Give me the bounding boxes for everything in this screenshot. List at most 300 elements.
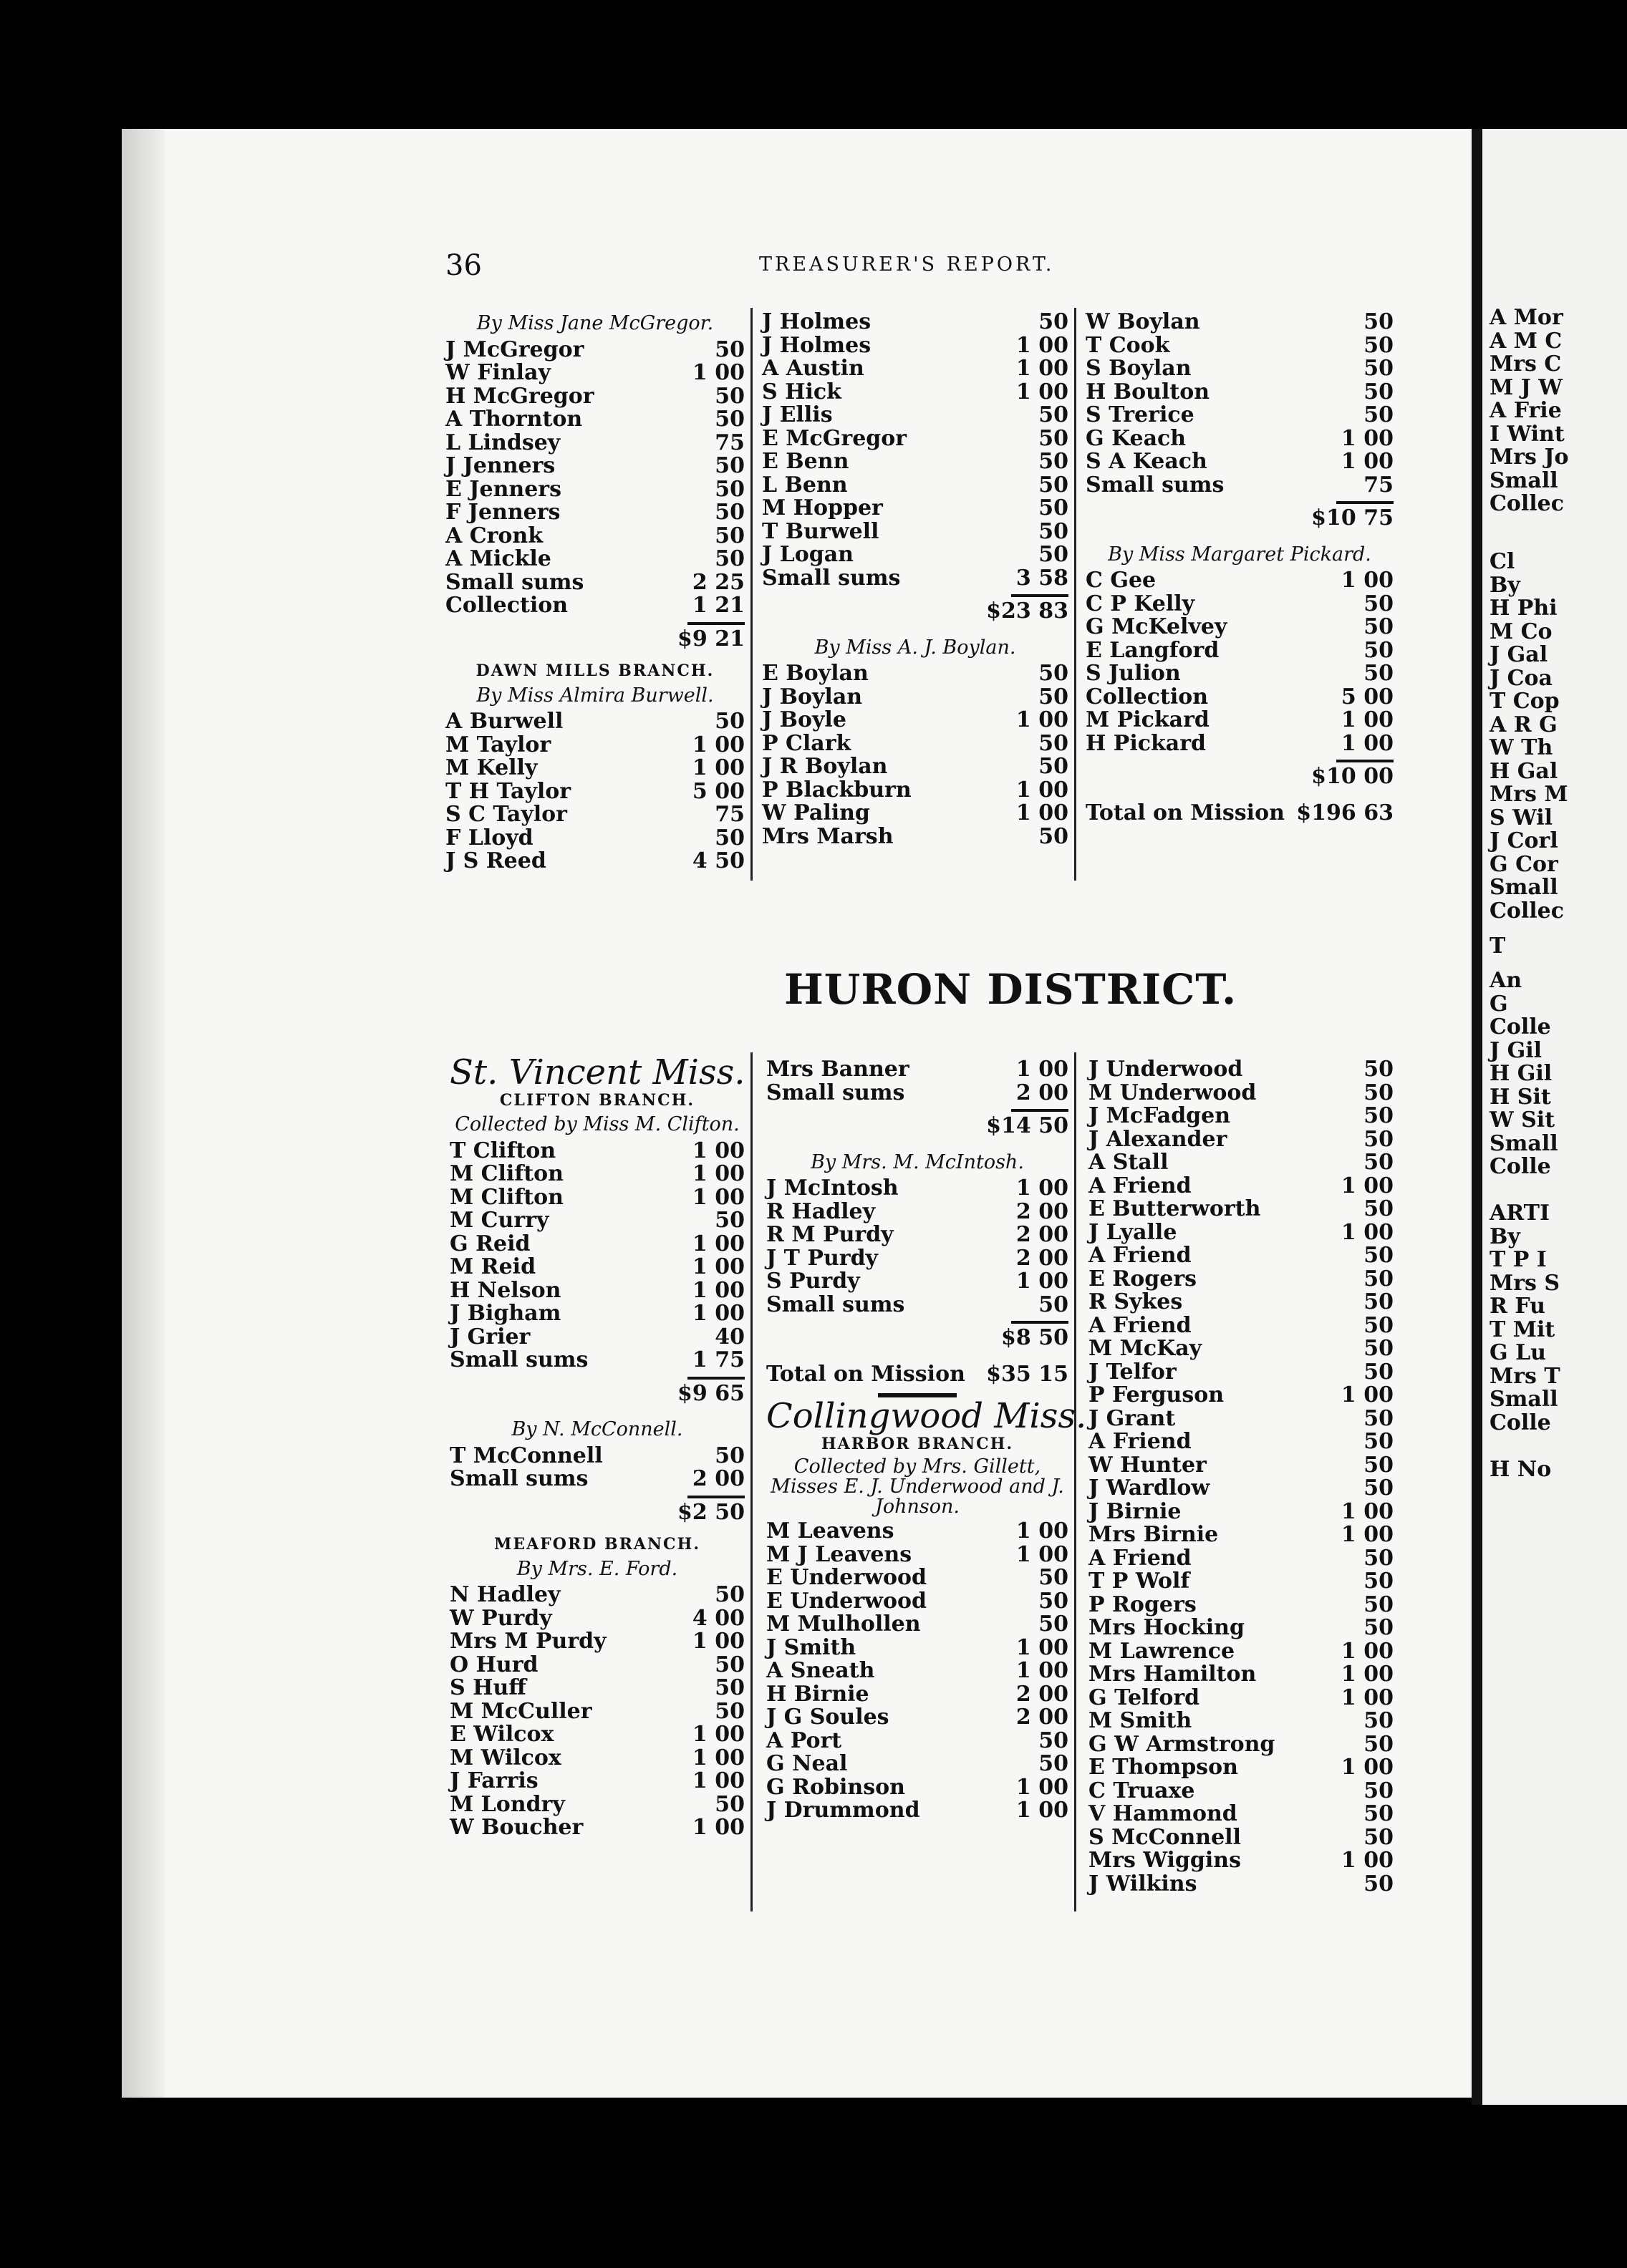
donor-name: J Telfor (1088, 1359, 1177, 1385)
subtotal: $9 65 (677, 1380, 745, 1406)
entry-row (766, 1082, 1068, 1105)
right-page-fragment: Small (1490, 875, 1558, 901)
right-page-fragment: H No (1490, 1456, 1552, 1482)
entry-row (1088, 1873, 1394, 1896)
entry-row (445, 432, 745, 455)
donation-amount: 50 (1363, 1150, 1394, 1175)
entry-row (450, 1140, 745, 1163)
entry-row (1086, 662, 1394, 686)
donation-amount: 1 00 (1341, 568, 1394, 593)
entry-row (450, 1630, 745, 1654)
collector-heading: By N. McConnell. (511, 1418, 683, 1440)
donation-amount: 2 00 (1015, 1222, 1068, 1247)
entry-row (762, 732, 1068, 756)
column-divider (750, 1052, 753, 1911)
entry-row (766, 1659, 1068, 1683)
donor-name: S Julion (1086, 661, 1181, 686)
donor-name: M McCuller (450, 1698, 592, 1724)
donor-name: J Alexander (1088, 1126, 1227, 1152)
branch-heading: CLIFTON BRANCH. (499, 1090, 695, 1110)
right-page-fragment: By (1490, 1223, 1520, 1249)
donation-amount: 50 (1038, 402, 1068, 427)
donor-name: Mrs M Purdy (450, 1629, 607, 1654)
donation-amount: 50 (1363, 1243, 1394, 1268)
top-column-1 (445, 311, 745, 873)
donor-name: Total on Mission (1086, 800, 1285, 825)
column-divider (1074, 1052, 1076, 1911)
donation-amount: 50 (1038, 1751, 1068, 1776)
donation-amount: 50 (1038, 542, 1068, 567)
donor-name: F Lloyd (445, 825, 534, 850)
entry-row (762, 404, 1068, 427)
donation-amount: 50 (1363, 1708, 1394, 1733)
donor-name: A Stall (1088, 1150, 1169, 1175)
entry-row (762, 825, 1068, 849)
entry-row (1086, 569, 1394, 593)
right-page-fragment: A R G (1490, 712, 1558, 737)
donor-name: J G Soules (766, 1705, 889, 1730)
entry-row (762, 686, 1068, 709)
entry-row (762, 779, 1068, 803)
entry-row (1088, 1756, 1394, 1780)
donor-name: E Butterworth (1088, 1196, 1261, 1221)
donation-amount: 50 (715, 546, 745, 571)
entry-row (1086, 732, 1394, 756)
donation-amount: 50 (1363, 1569, 1394, 1594)
donor-name: Small sums (1086, 472, 1225, 498)
entry-row (766, 1058, 1068, 1082)
entry-row (450, 1302, 745, 1326)
subtotal: $8 50 (1001, 1325, 1068, 1350)
right-page-fragment: T (1490, 933, 1506, 959)
donation-amount: 1 00 (1015, 800, 1068, 825)
entry-row (766, 1177, 1068, 1201)
donor-name: J Bigham (450, 1301, 561, 1326)
entry-row (1088, 1591, 1394, 1617)
total-rule (687, 1377, 745, 1380)
entry-row (762, 709, 1068, 732)
donation-amount: 50 (1363, 1126, 1394, 1152)
donor-name: S McConnell (1088, 1824, 1241, 1850)
donation-amount: 50 (1038, 684, 1068, 709)
donor-name: J McFadgen (1088, 1103, 1231, 1128)
entry-row (450, 1209, 745, 1233)
donation-amount: 50 (715, 825, 745, 850)
donation-amount: 1 00 (1341, 1848, 1394, 1873)
spacer (766, 1350, 1068, 1363)
donor-name: M Clifton (450, 1184, 564, 1210)
donor-name: M Wilcox (450, 1745, 561, 1770)
entry-row (1088, 1570, 1394, 1594)
branch-heading: HARBOR BRANCH. (821, 1434, 1014, 1453)
donor-name: P Rogers (1088, 1591, 1197, 1617)
entry-row (450, 1607, 745, 1631)
donation-amount: 1 00 (692, 360, 745, 385)
donation-amount: 50 (715, 453, 745, 478)
entry-row (445, 734, 745, 757)
donation-amount: 1 00 (1341, 1755, 1394, 1780)
donor-name: Mrs Hamilton (1088, 1662, 1257, 1687)
entry-row (450, 1654, 745, 1677)
donation-amount: 50 (715, 523, 745, 548)
donation-amount: 1 00 (1341, 707, 1394, 732)
right-page-fragment: Mrs C (1490, 352, 1562, 377)
entry-row (1086, 450, 1394, 474)
right-page-fragment: H Sit (1490, 1084, 1551, 1110)
donor-name: M Hopper (762, 495, 883, 520)
donor-name: M McKay (1088, 1336, 1202, 1361)
column-divider (1074, 308, 1076, 881)
entry-row (1088, 1337, 1394, 1361)
donor-name: G W Armstrong (1088, 1731, 1275, 1757)
entry-row (1088, 1430, 1394, 1454)
right-page-fragment: Small (1490, 1130, 1558, 1156)
bottom-column-3 (1088, 1058, 1394, 1896)
donor-name: A Austin (762, 356, 864, 381)
entry-row (766, 1706, 1068, 1730)
donor-name: W Paling (762, 800, 870, 825)
entry-row (1088, 1082, 1394, 1105)
donation-amount: 50 (1038, 1565, 1068, 1590)
subtotal: $10 75 (1311, 505, 1394, 530)
donor-name: J Wardlow (1088, 1475, 1210, 1501)
donor-name: C Gee (1086, 568, 1157, 593)
donor-name: R Hadley (766, 1198, 876, 1224)
donation-amount: 4 00 (692, 1605, 745, 1631)
donor-name: Mrs Marsh (762, 823, 894, 849)
entry-row (450, 1770, 745, 1793)
donor-name: F Jenners (445, 500, 561, 525)
donor-name: A Cronk (445, 523, 544, 548)
entry-row (766, 1223, 1068, 1247)
right-page-fragment: A M C (1490, 328, 1563, 354)
donation-amount: 50 (1038, 754, 1068, 779)
total-rule (687, 1496, 745, 1498)
donation-amount: 4 50 (692, 848, 745, 873)
donor-name: G Robinson (766, 1774, 905, 1800)
right-page-fragment: I Wint (1490, 421, 1565, 447)
subtotal: $10 00 (1311, 764, 1394, 789)
entry-row (1088, 1617, 1394, 1640)
donor-name: S Hick (762, 379, 841, 404)
right-page-fragment: Mrs Jo (1490, 445, 1569, 470)
donor-name: M Mulhollen (766, 1612, 921, 1637)
entry-row (766, 1541, 1068, 1567)
donor-name: G Keach (1086, 425, 1187, 451)
donor-name: A Burwell (445, 709, 564, 734)
branch-heading: DAWN MILLS BRANCH. (475, 662, 715, 680)
donation-amount: 50 (1363, 637, 1394, 663)
donation-amount: 50 (1038, 661, 1068, 686)
entry-row (1088, 1826, 1394, 1850)
donor-name: A Friend (1088, 1173, 1192, 1198)
right-page-fragment: J Corl (1490, 828, 1558, 854)
donor-name: S Huff (450, 1675, 526, 1700)
right-page-fragment: W Th (1490, 735, 1553, 761)
donor-name: J R Boylan (762, 754, 888, 779)
donation-amount: 50 (1363, 1196, 1394, 1221)
donor-name: Small sums (766, 1292, 905, 1317)
subtotal: $2 50 (677, 1499, 745, 1525)
entry-row (1086, 616, 1394, 639)
right-page-fragment: Mrs M (1490, 782, 1568, 808)
donor-name: E Langford (1086, 637, 1220, 663)
donation-amount: 1 00 (1341, 1382, 1394, 1407)
donor-name: E Benn (762, 449, 849, 474)
donation-amount: 50 (1038, 495, 1068, 520)
right-page-fragment: M Co (1490, 619, 1553, 644)
entry-row (762, 427, 1068, 451)
donation-amount: 1 00 (692, 1629, 745, 1654)
donation-amount: 75 (715, 802, 745, 827)
entry-row (1088, 1803, 1394, 1826)
entry-row (1086, 311, 1394, 334)
donation-amount: 50 (715, 1698, 745, 1724)
donor-name: M Reid (450, 1254, 536, 1279)
entry-row (766, 1270, 1068, 1294)
donor-name: T Clifton (450, 1138, 556, 1163)
donation-amount: 50 (715, 1443, 745, 1468)
collector-heading: By Miss A. J. Boylan. (814, 636, 1016, 659)
entry-row (445, 336, 745, 362)
donor-name: W Boucher (450, 1815, 584, 1840)
donor-name: C P Kelly (1086, 591, 1195, 616)
right-page-fragment: G (1490, 991, 1508, 1017)
donor-name: A Port (766, 1727, 842, 1753)
donor-name: Mrs Wiggins (1088, 1848, 1241, 1873)
donor-name: G Reid (450, 1231, 531, 1256)
donation-amount: 50 (1363, 1778, 1394, 1803)
donor-name: A Sneath (766, 1658, 875, 1683)
collector-heading: By Miss Margaret Pickard. (1108, 543, 1371, 566)
donor-name: A Friend (1088, 1243, 1192, 1268)
right-page-fragment: H Phi (1490, 596, 1558, 621)
donor-name: L Lindsey (445, 430, 561, 455)
top-column-3 (1086, 311, 1394, 825)
donor-name: S Trerice (1086, 402, 1194, 427)
donor-name: C Truaxe (1088, 1778, 1195, 1803)
donor-name: J Underwood (1088, 1057, 1243, 1082)
entry-row (766, 1776, 1068, 1800)
entry-row (445, 501, 745, 525)
donor-name: J Boyle (762, 707, 846, 732)
entry-row (1088, 1640, 1394, 1664)
entry-row (445, 385, 745, 409)
donation-amount: 50 (715, 1208, 745, 1233)
donation-amount: 2 00 (1015, 1681, 1068, 1707)
right-page-fragment: R Fu (1490, 1294, 1545, 1319)
entry-row (1088, 1058, 1394, 1082)
donor-name: E Boylan (762, 661, 869, 686)
bottom-column-2 (766, 1057, 1087, 1823)
donor-name: M Leavens (766, 1518, 894, 1544)
entry-row (766, 1590, 1068, 1614)
donor-name: J McGregor (445, 336, 584, 362)
donation-amount: 75 (715, 430, 745, 455)
entry-row (445, 525, 745, 548)
entry-row (766, 1727, 1068, 1753)
donation-amount: 50 (715, 1582, 745, 1607)
donation-amount: 50 (1038, 1292, 1068, 1317)
donation-amount: 1 00 (1341, 425, 1394, 451)
entry-row (766, 1520, 1068, 1544)
donor-name: G Neal (766, 1751, 848, 1776)
entry-row (762, 497, 1068, 520)
donation-amount: 1 00 (692, 1768, 745, 1793)
entry-row (762, 755, 1068, 779)
donation-amount: 40 (715, 1324, 745, 1349)
donation-amount: 2 00 (1015, 1080, 1068, 1105)
entry-row (1088, 1128, 1394, 1152)
donation-amount: 1 00 (1015, 707, 1068, 732)
entry-row (1088, 1477, 1394, 1501)
entry-row (1088, 1244, 1394, 1268)
donation-amount: 50 (1363, 1824, 1394, 1850)
entry-row (766, 1683, 1068, 1707)
entry-row (1088, 1710, 1394, 1733)
entry-row (766, 1566, 1068, 1590)
collector-heading: By Mrs. E. Ford. (516, 1557, 678, 1580)
entry-row (1088, 1407, 1394, 1431)
entry-row (766, 1198, 1068, 1224)
donor-name: L Benn (762, 472, 848, 498)
right-page-fragment: Colle (1490, 1014, 1551, 1040)
entry-row (1088, 1547, 1394, 1571)
donor-name: J Farris (450, 1768, 539, 1793)
donor-name: E Rogers (1088, 1266, 1197, 1292)
donation-amount: 1 00 (1015, 777, 1068, 803)
right-page-fragment: Mrs S (1490, 1270, 1560, 1296)
column-divider (750, 308, 753, 881)
entry-row (766, 1753, 1068, 1776)
donor-name: S Boylan (1086, 356, 1192, 381)
donor-name: E McGregor (762, 425, 907, 451)
donation-amount: 50 (1363, 1336, 1394, 1361)
donor-name: Mrs Hocking (1088, 1615, 1245, 1640)
entry-row (762, 474, 1068, 498)
donor-name: A Friend (1088, 1429, 1192, 1454)
donation-amount: 50 (1363, 1289, 1394, 1314)
entry-row (450, 1326, 745, 1349)
entry-row (762, 567, 1068, 591)
donor-name: J Holmes (762, 332, 872, 358)
entry-row (1088, 1780, 1394, 1803)
right-page-fragment: Collec (1490, 491, 1565, 516)
donor-name: Small sums (450, 1466, 589, 1491)
spacer (1086, 789, 1394, 802)
right-page (1482, 129, 1627, 2105)
entry-row (1086, 357, 1394, 381)
donor-name: J McIntosh (766, 1176, 899, 1201)
donor-name: W Hunter (1088, 1452, 1207, 1478)
donor-name: H Boulton (1086, 379, 1210, 404)
entry-row (762, 662, 1068, 686)
donation-amount: 50 (715, 500, 745, 525)
entry-row (766, 1247, 1068, 1271)
donor-name: T McConnell (450, 1443, 603, 1468)
donation-amount: 1 00 (1341, 1522, 1394, 1547)
entry-row (445, 850, 745, 873)
donation-amount: 50 (715, 1675, 745, 1700)
entry-row (1088, 1454, 1394, 1478)
entry-row (762, 311, 1068, 334)
entry-row (766, 1634, 1068, 1660)
entry-row (766, 1294, 1068, 1317)
donation-amount: 50 (1363, 661, 1394, 686)
right-page-fragment: Mrs T (1490, 1363, 1560, 1389)
entry-row (445, 362, 745, 385)
donor-name: W Boylan (1086, 309, 1200, 334)
donor-name: V Hammond (1088, 1801, 1237, 1826)
donation-amount: 1 00 (1015, 332, 1068, 358)
donor-name: G Telford (1088, 1685, 1200, 1710)
donor-name: H Nelson (450, 1277, 561, 1303)
entry-row (1088, 1663, 1394, 1687)
donation-amount: 50 (715, 407, 745, 432)
donor-name: W Finlay (445, 360, 551, 385)
donor-name: J S Reed (445, 848, 546, 873)
donation-amount: 50 (1363, 1405, 1394, 1431)
right-page-fragment: W Sit (1490, 1108, 1555, 1133)
donation-amount: 50 (1363, 332, 1394, 358)
donor-name: J Wilkins (1088, 1871, 1197, 1896)
donation-amount: 50 (1363, 309, 1394, 334)
donation-amount: 75 (1363, 472, 1394, 498)
right-page-fragment: Collec (1490, 898, 1565, 924)
donor-name: Small sums (450, 1347, 589, 1372)
donation-amount: 1 00 (1341, 449, 1394, 474)
right-page-fragment: Colle (1490, 1410, 1551, 1435)
donor-name: T P Wolf (1088, 1569, 1190, 1594)
donation-amount: 50 (1038, 1727, 1068, 1753)
donation-amount: 50 (1363, 1080, 1394, 1105)
entry-row (450, 1233, 745, 1256)
donation-amount: 1 00 (1341, 1662, 1394, 1687)
donation-amount: 1 00 (692, 1231, 745, 1256)
donation-amount: 1 00 (1015, 1798, 1068, 1823)
donation-amount: 50 (1038, 1588, 1068, 1614)
entry-row (1088, 1733, 1394, 1757)
entry-row (1088, 1361, 1394, 1385)
donation-amount: 50 (1363, 1475, 1394, 1501)
donor-name: M Londry (450, 1791, 565, 1817)
donation-amount: 50 (1038, 425, 1068, 451)
donation-amount: 1 00 (692, 732, 745, 757)
right-page-fragment: By (1490, 572, 1520, 598)
donation-amount: 50 (1038, 1612, 1068, 1637)
entry-row (1086, 404, 1394, 427)
entry-row (1088, 1849, 1394, 1873)
donor-name: P Ferguson (1088, 1382, 1225, 1407)
donation-amount: 50 (1363, 1057, 1394, 1082)
entry-row (762, 450, 1068, 474)
donor-name: W Purdy (450, 1605, 552, 1631)
donor-name: E Underwood (766, 1588, 927, 1614)
entry-row (445, 594, 745, 618)
donor-name: J Logan (762, 542, 854, 567)
donor-name: A Friend (1088, 1545, 1192, 1571)
right-page-fragment: A Frie (1490, 398, 1562, 423)
entry-row (762, 334, 1068, 358)
donation-amount: 1 75 (692, 1347, 745, 1372)
donation-amount: 1 00 (692, 1277, 745, 1303)
donation-amount: 1 00 (1341, 1173, 1394, 1198)
donor-name: S A Keach (1086, 449, 1207, 474)
donor-name: J T Purdy (766, 1245, 878, 1271)
donation-amount: 50 (1038, 472, 1068, 498)
right-page-fragment: H Gal (1490, 758, 1558, 784)
total-rule (687, 622, 745, 625)
